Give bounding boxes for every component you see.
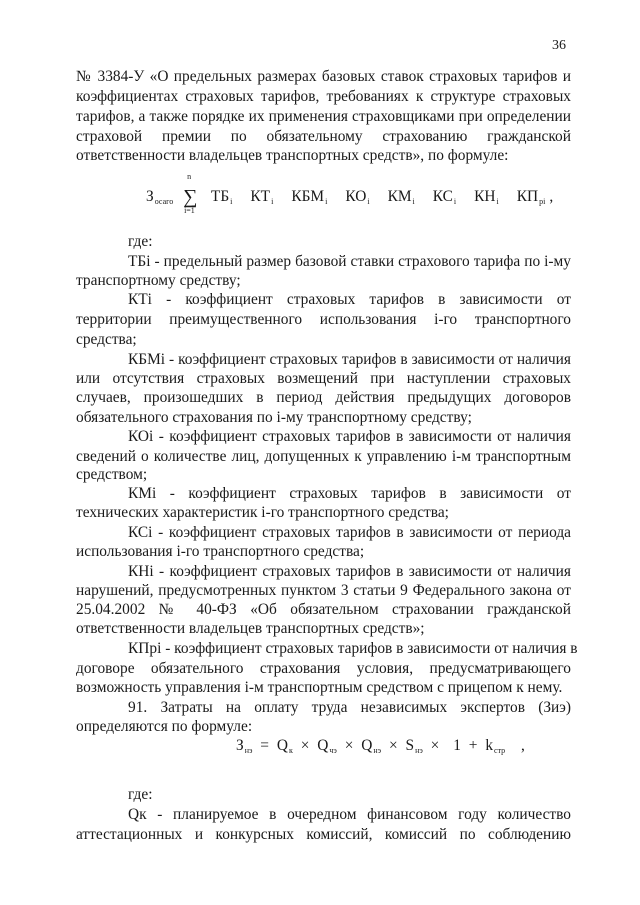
formula-terms [211, 188, 553, 205]
definition-line: использования i-го транспортного средства; [76, 543, 365, 560]
sum-symbol: n ∑ i=1 [183, 172, 198, 215]
definition-line: КПpi - коэффициент страховых тарифов в зависимости от наличия в [128, 640, 578, 657]
formula-term: $КМ_i$ [387, 188, 415, 206]
paragraph-line: тарифов, а также порядке их применения страховщиками при определении [76, 108, 571, 125]
formula-term: $КТ_i$ [250, 188, 274, 206]
formula-term: $КП_{pi}$ [516, 188, 546, 206]
page-number: 36 [552, 38, 566, 53]
definition-line: ответственности владельцев транспортных средств»; [76, 620, 425, 637]
definition-line: 91. Затраты на оплату труда независимых экспертов (Зиэ) [128, 699, 571, 716]
definition-line: территории преимущественного использования i-го транспортного [76, 311, 571, 328]
formula-term: $КС_i$ [432, 188, 457, 206]
formula-term: $КН_i$ [474, 188, 499, 206]
formula-trail: , [549, 188, 554, 205]
definition-line: случаев, произошедших в период действия предыдущих договоров [76, 389, 571, 406]
formula-lhs: $З_{осаго}$ [146, 188, 174, 206]
paragraph-line: № 3384-У «О предельных размерах базовых ставок страховых тарифов и [76, 68, 571, 85]
definition-line: средства; [76, 331, 137, 348]
definition-line: обязательного страхования по i-му транспортному средству; [76, 409, 472, 426]
formula-term: $КО_i$ [345, 188, 370, 206]
definition-line: КТi - коэффициент страховых тарифов в зависимости от [128, 291, 571, 308]
definition-line: нарушений, предусмотренных пунктом 3 статьи 9 Федерального закона от [76, 582, 571, 599]
definition-line: КБМi - коэффициент страховых тарифов в зависимости от наличия [128, 351, 571, 368]
definition-line: 25.04.2002 № 40-ФЗ «Об обязательном страховании гражданской [76, 601, 571, 618]
where-label: где: [128, 233, 153, 250]
definition-line: возможность управления i-м транспортным средством с прицепом к нему. [76, 679, 563, 696]
definition-line: сведений о количестве лиц, допущенных к управлению i-м транспортным [76, 448, 571, 465]
definition-line: КМi - коэффициент страховых тарифов в зависимости от [128, 485, 571, 502]
formula-term: $КБМ_i$ [291, 188, 328, 206]
definition-line: определяются по формуле: [76, 718, 253, 735]
definition-line: КСi - коэффициент страховых тарифов в зависимости от периода [128, 524, 571, 541]
definition-line: технических характеристик i-го транспортного средства; [76, 504, 449, 521]
paragraph-line: страховой премии по обязательному страхованию гражданской [76, 128, 571, 145]
formula-term: $ТБ_i$ [210, 188, 233, 206]
paragraph-line: коэффициентах страховых тарифов, требованиях к структуре страховых [76, 88, 571, 105]
definition-line: или отсутствия страховых возмещений при наступлении страховых [76, 370, 571, 387]
definition-line: Qк - планируемое в очередном финансовом году количество [128, 806, 571, 823]
definition-line: средством; [76, 466, 148, 483]
definition-line: КНi - коэффициент страховых тарифов в зависимости от наличия [128, 563, 571, 580]
where-label-2: где: [128, 786, 153, 803]
formula-experts: $З_{нэ} = Q_к \times Q_{чэ} \times Q_{нэ} \times S_{нэ} \times 1 + k_{стр}$ , [236, 737, 525, 755]
paragraph-line: ответственности владельцев транспортных средств», по формуле: [76, 147, 509, 164]
definition-line: транспортному средству; [76, 272, 241, 289]
definition-line: ТБi - предельный размер базовой ставки страхового тарифа по i-му [128, 253, 571, 270]
definition-line: договоре обязательного страхования условия, предусматривающего [76, 660, 571, 677]
definition-line: КОi - коэффициент страховых тарифов в зависимости от наличия [128, 428, 571, 445]
definition-line: аттестационных и конкурсных комиссий, комиссий по соблюдению [76, 826, 571, 843]
formula-osago [146, 172, 554, 215]
